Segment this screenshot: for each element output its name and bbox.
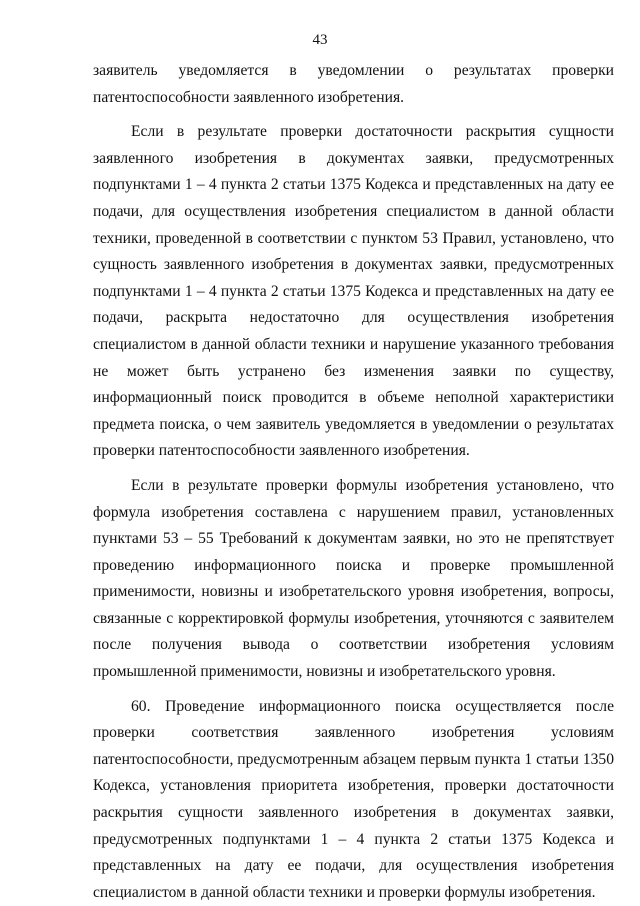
paragraph-claims-check: Если в результате проверки формулы изобретения установлено, что формула изобретения составлена с нарушением правил, установленных пунктами 53 – 55 Требований к документам заявки, но это не препятствует проведению информационного поиска и проверке промышленной применимости, новизны и изобретательского уровня изобретения, вопросы, связанные с корректировкой формулы изобретения, уточняются с заявителем после получения вывода о соответствии изобретения условиям промышленной применимости, новизны и изобретательского уровня. xyxy=(93,476,614,681)
document-body xyxy=(93,58,614,906)
paragraph-disclosure-check: Если в результате проверки достаточности раскрытия сущности заявленного изобретения в документах заявки, предусмотренных подпунктами 1 – 4 пункта 2 статьи 1375 Кодекса и представленных на дату ее подачи, для осуществления изобретения специалистом в данной области техники, проведенной в соответствии с пунктом 53 Правил, установлено, что сущность заявленного изобретения в документах заявки, предусмотренных подпунктами 1 – 4 пункта 2 статьи 1375 Кодекса и представленных на дату ее подачи, раскрыта недостаточно для осуществления изобретения специалистом в данной области техники и нарушение указанного требования не может быть устранено без изменения заявки по существу, информационный поиск проводится в объеме неполной характеристики предмета поиска, о чем заявитель уведомляется в уведомлении о результатах проверки патентоспособности заявленного изобретения. xyxy=(93,123,614,460)
paragraph-item-60: 60. Проведение информационного поиска осуществляется после проверки соответствия заявленного изобретения условиям патентоспособности, предусмотренным абзацем первым пункта 1 статьи 1350 Кодекса, установления приоритета изобретения, проверки достаточности раскрытия сущности заявленного изобретения в документах заявки, предусмотренных подпунктами 1 – 4 пункта 2 статьи 1375 Кодекса и представленных на дату ее подачи, для осуществления изобретения специалистом в данной области техники и проверки формулы изобретения. xyxy=(93,697,614,901)
page-number: 43 xyxy=(312,32,328,48)
paragraph-continuation: заявитель уведомляется в уведомлении о результатах проверки патентоспособности заявленного изобретения. xyxy=(93,62,614,106)
